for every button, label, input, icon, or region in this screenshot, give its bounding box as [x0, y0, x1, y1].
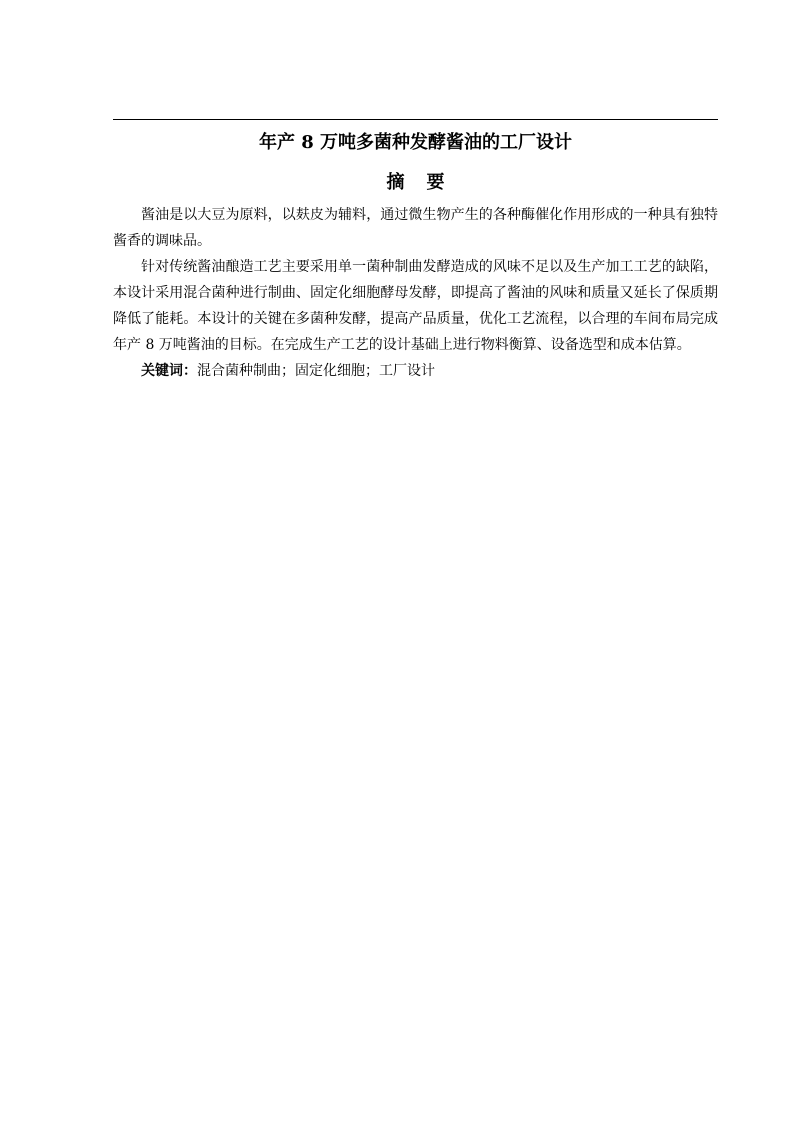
abstract-paragraph-2: 针对传统酱油酿造工艺主要采用单一菌种制曲发酵造成的风味不足以及生产加工工艺的缺陷，本设计采用混合菌种进行制曲、固定化细胞酵母发酵，即提高了酱油的风味和质量又延长了保质期降低了能耗。本设计的关键在多菌种发酵，提高产品质量，优化工艺流程，以合理的车间布局完成年产 8 万吨酱油的目标。在完成生产工艺的设计基础上进行物料衡算、设备选型和成本估算。: [113, 259, 718, 353]
abstract-paragraph-1: 酱油是以大豆为原料，以麸皮为辅料，通过微生物产生的各种酶催化作用形成的一种具有独特酱香的调味品。: [113, 207, 718, 249]
abstract-heading: 摘要: [386, 172, 467, 193]
document-title: 年产 8 万吨多菌种发酵酱油的工厂设计: [258, 132, 573, 153]
abstract-body: [113, 202, 718, 384]
keywords-text: 混合菌种制曲；固定化细胞；工厂设计: [197, 363, 435, 379]
header-rule: [113, 119, 718, 120]
keywords-line: [113, 358, 718, 384]
keywords-label: 关键词：: [141, 363, 197, 379]
